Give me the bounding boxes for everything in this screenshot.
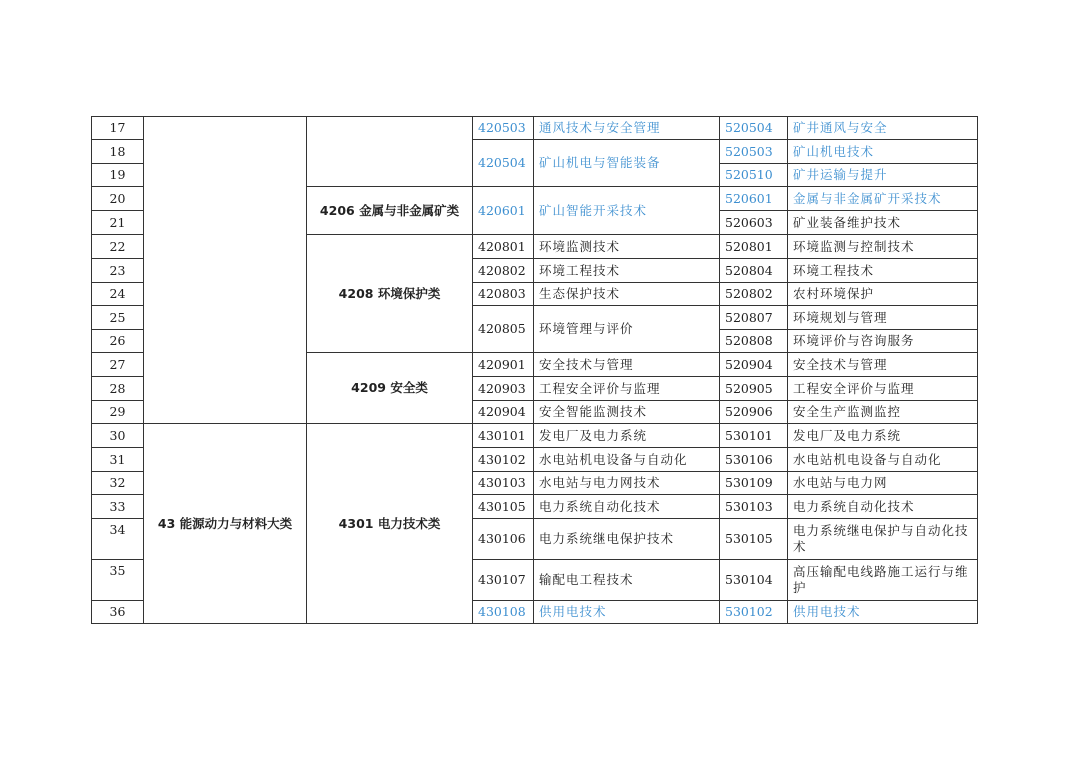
higher-code: 520603 [720,211,788,235]
category-cell: 43 能源动力与材料大类 [144,424,307,624]
row-number: 22 [92,235,144,259]
higher-code: 520904 [720,353,788,377]
row-number: 36 [92,601,144,624]
vocational-name: 矿山智能开采技术 [534,187,720,235]
vocational-name: 矿山机电与智能装备 [534,140,720,187]
subcategory-cell: 4206 金属与非金属矿类 [307,187,473,235]
vocational-name: 电力系统自动化技术 [534,495,720,519]
vocational-name: 水电站与电力网技术 [534,472,720,495]
vocational-code: 420504 [473,140,534,187]
higher-name: 安全生产监测监控 [788,401,978,424]
row-number: 32 [92,472,144,495]
higher-name: 供用电技术 [788,601,978,624]
row-number: 35 [92,560,144,601]
higher-code: 520504 [720,117,788,140]
higher-code: 530101 [720,424,788,448]
vocational-code: 420901 [473,353,534,377]
vocational-code: 420503 [473,117,534,140]
higher-code: 520503 [720,140,788,164]
row-number: 17 [92,117,144,140]
row-number: 33 [92,495,144,519]
row-number: 30 [92,424,144,448]
major-catalog-table [91,116,978,624]
vocational-code: 420601 [473,187,534,235]
higher-code: 530105 [720,519,788,560]
vocational-name: 电力系统继电保护技术 [534,519,720,560]
vocational-code: 430106 [473,519,534,560]
row-number: 24 [92,283,144,306]
vocational-code: 430103 [473,472,534,495]
row-number: 21 [92,211,144,235]
row-number: 34 [92,519,144,560]
vocational-name: 发电厂及电力系统 [534,424,720,448]
subcategory-cell: 4301 电力技术类 [307,424,473,624]
subcategory-cell [307,117,473,187]
vocational-code: 430102 [473,448,534,472]
higher-name: 矿井通风与安全 [788,117,978,140]
higher-name: 矿井运输与提升 [788,164,978,187]
row-number: 29 [92,401,144,424]
row-number: 23 [92,259,144,283]
higher-name: 高压输配电线路施工运行与维护 [788,560,978,601]
vocational-name: 工程安全评价与监理 [534,377,720,401]
higher-code: 520905 [720,377,788,401]
category-cell [144,117,307,424]
table-row [92,117,978,140]
vocational-name: 环境工程技术 [534,259,720,283]
higher-code: 520807 [720,306,788,330]
higher-code: 530109 [720,472,788,495]
higher-name: 安全技术与管理 [788,353,978,377]
row-number: 31 [92,448,144,472]
vocational-name: 输配电工程技术 [534,560,720,601]
row-number: 19 [92,164,144,187]
higher-code: 530103 [720,495,788,519]
row-number: 25 [92,306,144,330]
higher-name: 工程安全评价与监理 [788,377,978,401]
higher-code: 530102 [720,601,788,624]
higher-code: 520801 [720,235,788,259]
higher-name: 环境监测与控制技术 [788,235,978,259]
row-number: 28 [92,377,144,401]
higher-name: 环境工程技术 [788,259,978,283]
higher-name: 农村环境保护 [788,283,978,306]
row-number: 20 [92,187,144,211]
higher-name: 金属与非金属矿开采技术 [788,187,978,211]
higher-name: 电力系统自动化技术 [788,495,978,519]
row-number: 27 [92,353,144,377]
higher-name: 矿业装备维护技术 [788,211,978,235]
higher-name: 环境评价与咨询服务 [788,330,978,353]
vocational-code: 430107 [473,560,534,601]
vocational-name: 安全技术与管理 [534,353,720,377]
vocational-name: 水电站机电设备与自动化 [534,448,720,472]
vocational-name: 环境管理与评价 [534,306,720,353]
higher-code: 520804 [720,259,788,283]
higher-code: 520808 [720,330,788,353]
higher-code: 530106 [720,448,788,472]
table-row [92,424,978,448]
vocational-code: 420803 [473,283,534,306]
row-number: 18 [92,140,144,164]
higher-name: 发电厂及电力系统 [788,424,978,448]
higher-name: 矿山机电技术 [788,140,978,164]
vocational-name: 通风技术与安全管理 [534,117,720,140]
higher-code: 520906 [720,401,788,424]
vocational-name: 安全智能监测技术 [534,401,720,424]
higher-name: 电力系统继电保护与自动化技术 [788,519,978,560]
higher-name: 水电站机电设备与自动化 [788,448,978,472]
vocational-name: 供用电技术 [534,601,720,624]
vocational-code: 420802 [473,259,534,283]
vocational-name: 环境监测技术 [534,235,720,259]
vocational-code: 420903 [473,377,534,401]
vocational-name: 生态保护技术 [534,283,720,306]
higher-code: 530104 [720,560,788,601]
subcategory-cell: 4208 环境保护类 [307,235,473,353]
vocational-code: 420801 [473,235,534,259]
higher-code: 520510 [720,164,788,187]
higher-code: 520601 [720,187,788,211]
higher-name: 环境规划与管理 [788,306,978,330]
higher-name: 水电站与电力网 [788,472,978,495]
vocational-code: 420904 [473,401,534,424]
higher-code: 520802 [720,283,788,306]
subcategory-cell: 4209 安全类 [307,353,473,424]
vocational-code: 420805 [473,306,534,353]
vocational-code: 430105 [473,495,534,519]
row-number: 26 [92,330,144,353]
vocational-code: 430108 [473,601,534,624]
vocational-code: 430101 [473,424,534,448]
